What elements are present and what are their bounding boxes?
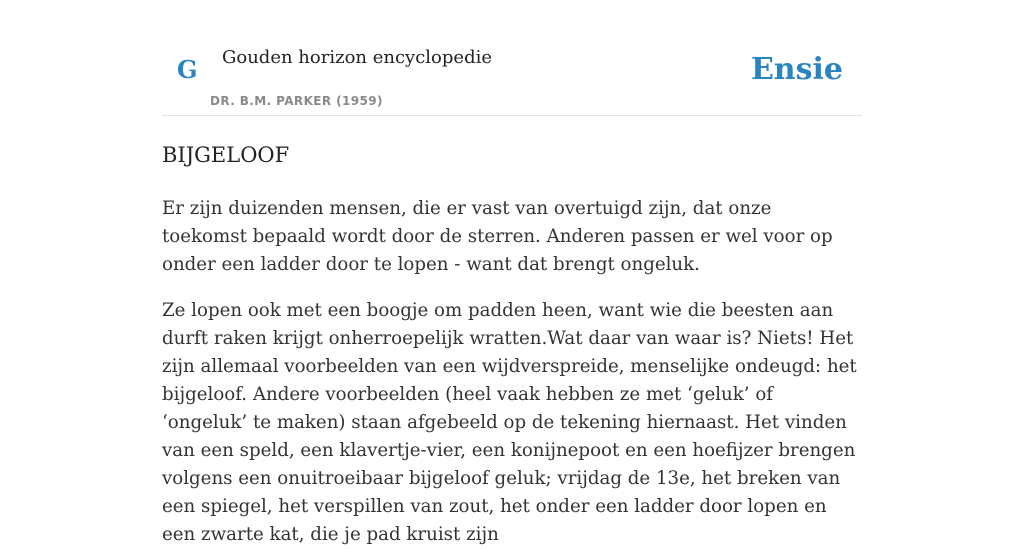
entry-title: BIJGELOOF [162, 143, 290, 167]
book-logo-letter[interactable]: G [177, 55, 198, 84]
entry-content [162, 138, 862, 549]
entry-paragraph: Ze lopen ook met een boogje om padden heen, want wie die beesten aan durft raken krijgt onherroepelijk wratten.Wat daar van waar is? Niets! Het zijn allemaal voorbeelden van een wijdverspreide, menselijke ondeugd: het bijgeloof. Andere voorbeelden (heel vaak hebben ze met ‘geluk’ of ‘ongeluk’ te maken) staan afgebeeld op de tekening hiernaast. Het vinden van een speld, een klavertje-vier, een konijnepoot en een hoefijzer brengen volgens een onuitroeibaar bijgeloof geluk; vrijdag de 13e, het breken van een spiegel, het verspillen van zout, het onder een ladder door lopen en een zwarte kat, die je pad kruist zijn [162, 300, 857, 545]
entry-header [162, 0, 862, 116]
book-title-link[interactable]: Gouden horizon encyclopedie [222, 47, 492, 68]
ensie-brand-logo[interactable]: Ensie [750, 52, 843, 87]
entry-paragraph: Er zijn duizenden mensen, die er vast van overtuigd zijn, dat onze toekomst bepaald wordt door de sterren. Anderen passen er wel voor op onder een ladder door te lopen - want dat brengt ongeluk. [162, 198, 833, 275]
book-author: DR. B.M. PARKER (1959) [210, 94, 383, 108]
